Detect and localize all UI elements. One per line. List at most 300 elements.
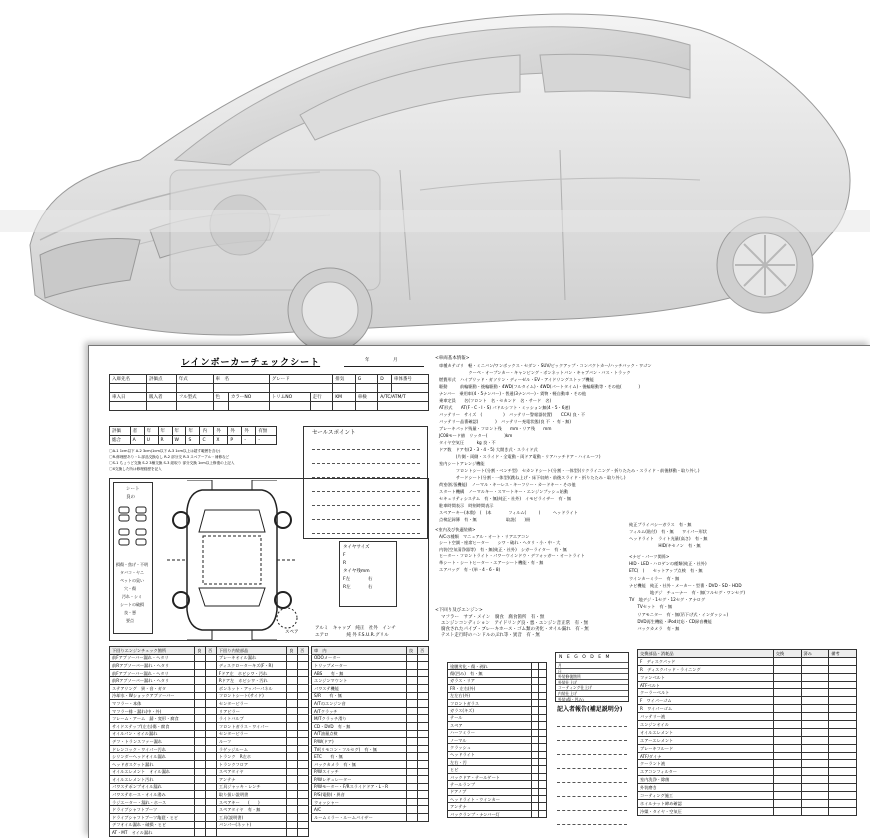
check-cell	[801, 744, 829, 752]
undercarriage-header: 良	[287, 647, 298, 655]
basic-info-line: タイヤ空気圧 kg 良・不	[439, 440, 496, 445]
check-cell	[298, 798, 309, 806]
check-cell	[287, 776, 298, 784]
check-cell	[287, 745, 298, 753]
exterior-grid	[447, 662, 547, 818]
header-cell: 評価点	[147, 375, 177, 384]
negodem-row: 外装仕上げ	[556, 679, 628, 685]
check-cell	[539, 796, 547, 803]
undercarriage-cell: スペアキー ( )	[216, 798, 286, 806]
table-row	[312, 669, 429, 677]
check-cell	[829, 760, 857, 768]
alloy-label: アルミ キャップ 純正 社外 インチ	[315, 626, 396, 631]
header-cell: カラーNO	[228, 393, 269, 402]
check-cell	[829, 657, 857, 665]
vehicle-header-table	[109, 374, 429, 411]
check-cell	[205, 814, 216, 822]
basic-info-line: 点検記録簿 有・無 取説( )冊	[439, 517, 531, 522]
check-cell	[417, 662, 428, 670]
check-cell	[531, 670, 539, 677]
parts-cell: バッテリー液	[638, 713, 774, 721]
check-cell	[773, 768, 801, 776]
negodem-row: 内装仕上げ	[556, 690, 628, 696]
check-cell	[195, 806, 206, 814]
undercarriage-cell: マフラー排・漏れ(中・外)	[110, 707, 195, 715]
grade-value: 総合	[110, 436, 131, 445]
basic-info-line: クーペ・オープンカー・キャンピング・ボンネットバン・キャブバン・バス・トラック	[439, 370, 631, 375]
check-cell	[205, 692, 216, 700]
check-cell	[406, 692, 417, 700]
dashed-line	[557, 726, 627, 727]
header-cell: 走行	[310, 393, 333, 402]
check-cell	[531, 677, 539, 684]
parts-cell: ATFベルト	[638, 681, 774, 689]
undercarriage-cell: センターピラー	[216, 730, 286, 738]
basic-info-line: バッテリー品番確認( ) バッテリー充電状態(良 不 ・ 有・無)	[439, 419, 571, 424]
check-cell	[287, 806, 298, 814]
check-cell	[195, 829, 206, 837]
table-row	[110, 692, 309, 700]
basic-info-line: 駐車時間表示 時刻時間表示	[439, 503, 494, 508]
check-cell	[829, 768, 857, 776]
check-cell	[298, 662, 309, 670]
parts-cell: クーラーベルト	[638, 689, 774, 697]
table-row	[110, 829, 309, 837]
check-cell	[829, 792, 857, 800]
table-row	[110, 776, 309, 784]
check-cell	[829, 705, 857, 713]
check-cell	[801, 760, 829, 768]
negodem-row: 外装修復箇所	[556, 673, 628, 679]
check-cell	[205, 738, 216, 746]
parts-cell: F ワイパーゴム	[638, 697, 774, 705]
navi-line: HID・LED・ハロゲンの種類(純正・社外)	[629, 561, 707, 567]
parts-grid	[637, 649, 857, 816]
table-row	[312, 814, 429, 822]
legend-item: ペットの臭い	[120, 578, 144, 583]
check-cell	[539, 685, 547, 692]
header-cell: 排気	[333, 375, 356, 384]
header-cell: 販入者	[147, 393, 177, 402]
check-cell	[298, 791, 309, 799]
basic-info-line: セキュリティシステム 有・無(純正・社外) イモビライザー 有・無	[439, 496, 572, 501]
check-cell	[195, 798, 206, 806]
parts-cell: R ワイパーゴム	[638, 705, 774, 713]
check-cell	[195, 760, 206, 768]
parts-cell: 室内洗浄・除菌	[638, 776, 774, 784]
undercarriage-cell: デフ・トランスファー漏れ	[110, 738, 195, 746]
check-cell	[406, 814, 417, 822]
table-row	[312, 700, 429, 708]
basic-info-line: 内装(空気清浄器等) 有・無(純正・社外) シガーライター 有・無	[439, 546, 567, 552]
legend-item: 穴・傷	[124, 586, 136, 591]
parts-cell: R ディスクパッド・ライニング	[638, 665, 774, 673]
undercarriage-cell: 工具ジャッキ・レンチ	[216, 783, 286, 791]
table-row	[110, 783, 309, 791]
parts-header: 備考	[829, 650, 857, 658]
undercarriage-header: 良	[195, 647, 206, 655]
parts-cell: エアーエレメント	[638, 736, 774, 744]
table-row	[110, 654, 309, 662]
check-cell	[417, 760, 428, 768]
header-cell: KM	[333, 393, 356, 402]
table-row	[312, 684, 429, 692]
table-row	[312, 798, 429, 806]
navi-line: フィルム(貼付) 有・無 ワイパー形状	[629, 529, 707, 534]
check-cell	[195, 814, 206, 822]
basic-info-line: 車種カテゴリ 軽・ミニバン/ワンボックス・セダン・SUV/ピックアップ・コンパクトカー/ハッチバック・ワゴン	[439, 363, 652, 368]
check-cell	[195, 707, 206, 715]
interior-header: 否	[417, 647, 428, 655]
undercarriage-cell: ドレンコック・ワイパー汚れ	[110, 745, 195, 753]
check-cell	[195, 821, 206, 829]
check-cell	[531, 751, 539, 758]
check-cell	[417, 798, 428, 806]
undercarriage-cell: リアピラー	[216, 707, 286, 715]
check-cell	[205, 776, 216, 784]
check-cell	[298, 692, 309, 700]
interior-cell: TV(リモコン・フルセグ) 有・無	[312, 745, 407, 753]
interior-cell: P/Wスイッチ	[312, 768, 407, 776]
check-cell	[417, 677, 428, 685]
grade-value: S	[186, 436, 200, 445]
check-cell	[531, 759, 539, 766]
check-cell	[829, 697, 857, 705]
check-cell	[801, 697, 829, 705]
check-cell	[205, 654, 216, 662]
check-cell	[287, 669, 298, 677]
negodem-row: 日	[556, 668, 628, 674]
check-cell	[205, 829, 216, 837]
exterior-cell: ハーフミラー	[448, 729, 532, 736]
table-row	[110, 745, 309, 753]
basic-info-line: 荷室(拡張機能) ノーマル・キーレス・キーフリー・カードキー・その他	[439, 482, 576, 487]
check-cell	[195, 753, 206, 761]
grade-label: 外	[242, 427, 256, 436]
parts-cell: ホイルナット締め確認	[638, 799, 774, 807]
check-cell	[829, 721, 857, 729]
exterior-cell: ヘッドライト・ウインカー	[448, 796, 532, 803]
check-cell	[829, 807, 857, 815]
check-cell	[287, 715, 298, 723]
check-cell	[531, 714, 539, 721]
basic-info-line: 乗車定員 名(フロント 名・セカンド 名・サード 名)	[439, 398, 552, 403]
check-cell	[195, 684, 206, 692]
check-cell	[417, 753, 428, 761]
check-cell	[205, 662, 216, 670]
check-cell	[417, 791, 428, 799]
header-cell: トリムNO	[269, 393, 310, 402]
check-cell	[531, 699, 539, 706]
check-cell	[539, 722, 547, 729]
legend-item: 良・悪	[124, 610, 136, 615]
header-cell: グレード	[269, 375, 332, 384]
basic-info-line: AT形式 AT(F・C・I・S) パドルシフト・ミッション無(4・5・6速)	[439, 405, 571, 410]
check-cell	[539, 699, 547, 706]
check-cell	[539, 736, 547, 743]
table-row	[312, 738, 429, 746]
check-cell	[406, 745, 417, 753]
table-row	[312, 776, 429, 784]
interior-cell: A/C	[312, 806, 407, 814]
undercarriage-cell: 取り扱い説明書	[216, 791, 286, 799]
navi-line: ETC( ) セットアップ点検 有・無	[629, 568, 703, 574]
basic-info-line: フロントシート(分割・ベンチ型) セカンドシート(分割・一体型)(リクライニング・折りたたみ・スライド・前後移動・取り外し)	[439, 468, 700, 473]
grade-label: 外	[228, 427, 242, 436]
check-cell	[801, 673, 829, 681]
check-cell	[773, 665, 801, 673]
table-row	[110, 684, 309, 692]
tire-label: タイヤ残mm	[343, 569, 370, 574]
dashed-line	[312, 463, 420, 464]
basic-info-line: 革シート・シートヒーター・エアーシート機能・有・無	[439, 560, 544, 565]
tire-label: タイヤサイズ	[343, 545, 370, 550]
check-cell	[205, 677, 216, 685]
check-cell	[287, 654, 298, 662]
basic-info-line: スペアーキー(本数) ( )本 フィルム( ) ヘッドライト	[439, 510, 578, 515]
check-cell	[298, 684, 309, 692]
check-cell	[829, 689, 857, 697]
basic-info-line: サードシート(分割・一体型)(跳ね上げ・床下収納・前後スライド・折りたたみ・取り外し)	[439, 475, 626, 480]
check-cell	[801, 792, 829, 800]
tire-label: F	[343, 553, 346, 558]
basic-info-line: スタート機構 ノーマルキー・スマートキー・エンジンプッシュ始動	[439, 489, 569, 494]
undercarriage-cell: 前Rアブソーバー漏れ・ヘタリ	[110, 677, 195, 685]
check-cell	[195, 791, 206, 799]
grade-value: R	[158, 436, 172, 445]
basic-info-line: シート空調・座席ヒーター シワ・破れ・ヘタリ・小・中・大	[439, 540, 561, 546]
interior-grid	[311, 646, 429, 822]
table-row	[312, 753, 429, 761]
legend-sub: 良の	[126, 495, 135, 500]
table-row	[312, 760, 429, 768]
undercarriage-cell: ディスクローターキズ(F・R)	[216, 662, 286, 670]
basic-info-line: ヒーター・フロントライト・パワーウインドウ・デフォッガー・オートライト	[439, 553, 585, 559]
undercarriage-cell: 工具(説明書)	[216, 814, 286, 822]
exterior-cell: 塗膜劣化・傷・剥れ	[448, 663, 532, 670]
table-row	[312, 791, 429, 799]
navi-line: DVD再生機能・iPod対応・CD録音機能	[629, 618, 712, 624]
grade-label: 内	[200, 427, 214, 436]
undercarriage-cell: センターピラー	[216, 700, 286, 708]
parts-cell: エアコンフィルター	[638, 768, 774, 776]
header-cell: 車体番号	[391, 375, 428, 384]
check-cell	[539, 773, 547, 780]
parts-cell: オイルエレメント	[638, 728, 774, 736]
basic-info-line: <室内及び快適装備>	[435, 527, 476, 532]
dashed-line	[557, 824, 627, 825]
check-cell	[417, 814, 428, 822]
grade-note: 〇X交換した所は修理経歴を記入	[109, 467, 162, 471]
check-cell	[801, 681, 829, 689]
interior-cell: ABS 有・無	[312, 669, 407, 677]
check-cell	[406, 715, 417, 723]
basic-info-heading: <車両基本情報>	[435, 356, 470, 361]
check-cell	[406, 776, 417, 784]
interior-cell: P/Wモーター・F/Rスライドドア・L・R	[312, 783, 407, 791]
parts-replacement-table	[637, 649, 857, 816]
check-cell	[298, 715, 309, 723]
check-cell	[406, 700, 417, 708]
dashed-line	[557, 796, 627, 797]
table-row	[110, 662, 309, 670]
interior-cell: P/Wレギュレーター	[312, 776, 407, 784]
navi-line: TVセット 有・無	[629, 604, 673, 610]
check-cell	[195, 783, 206, 791]
check-cell	[298, 814, 309, 822]
check-cell	[205, 684, 216, 692]
undercarriage-cell: パワステホース・オイル滲み	[110, 791, 195, 799]
spare-tire-icon	[275, 606, 299, 630]
undercarriage-header: 否	[205, 647, 216, 655]
check-cell	[406, 753, 417, 761]
check-cell	[539, 744, 547, 751]
parts-header: 交換部品・消耗品	[638, 650, 774, 658]
check-cell	[298, 700, 309, 708]
grade-value: U	[144, 436, 158, 445]
check-cell	[298, 829, 309, 837]
check-cell	[417, 783, 428, 791]
check-cell	[531, 736, 539, 743]
table-row	[110, 722, 309, 730]
basic-info-line: 駆動 前輪駆動・後輪駆動・4WD(フルタイム)・4WD(パートタイム)・後輪駆動等・その他( )	[439, 384, 641, 389]
legend-item: 要点	[126, 618, 134, 623]
header-cell: G	[355, 375, 378, 384]
check-cell	[417, 669, 428, 677]
memo-title: 記入者報告(補足説明分)	[557, 706, 623, 713]
check-cell	[205, 768, 216, 776]
check-cell	[829, 799, 857, 807]
check-cell	[287, 700, 298, 708]
parts-header: 交換	[773, 650, 801, 658]
check-cell	[298, 776, 309, 784]
grade-label: 年	[172, 427, 186, 436]
sheet-title: レインボーカーチェックシート	[181, 358, 321, 368]
navi-line: TV 地デジ・1セグ・12セグ・アナログ	[629, 597, 706, 603]
check-cell	[287, 768, 298, 776]
check-cell	[417, 806, 428, 814]
grade-note: 〇S-1 ちょうど交換 S-2 3種交換 S-3 総取り 部分交換 1cm以上修復の上記入	[109, 461, 235, 465]
check-cell	[417, 730, 428, 738]
parts-cell: コーティング施工	[638, 792, 774, 800]
table-row	[312, 715, 429, 723]
undercarriage-cell: ドライブシャフトブーツ亀裂・ヒビ	[110, 814, 195, 822]
interior-cell: バックカメラ 有・無	[312, 760, 407, 768]
check-cell	[801, 752, 829, 760]
check-cell	[531, 788, 539, 795]
undercarriage-cell: ラジエーター・漏れ・ホース	[110, 798, 195, 806]
undercarriage-cell: 前Fアブソーバー漏れ・ヘタリ	[110, 669, 195, 677]
check-cell	[287, 814, 298, 822]
check-cell	[287, 692, 298, 700]
basic-info-line: JC08モード値 リッター( )km	[439, 433, 513, 438]
engine-heading: <下回り及びエンジン>	[435, 608, 483, 613]
check-cell	[531, 663, 539, 670]
check-cell	[829, 713, 857, 721]
table-row	[110, 730, 309, 738]
grade-label: 年	[144, 427, 158, 436]
check-cell	[298, 768, 309, 776]
grade-value: -	[256, 436, 277, 445]
parts-cell: 冷媒・タイヤ・空気圧	[638, 807, 774, 815]
undercarriage-cell: トランクフロア	[216, 760, 286, 768]
undercarriage-header: 否	[298, 647, 309, 655]
table-row	[110, 738, 309, 746]
undercarriage-cell: オイルエレメント汚れ	[110, 776, 195, 784]
basic-info-line: (片側・両側・スライド・全電動・両ドア電動・リアハッチドア・ハイルーフ)	[439, 454, 601, 459]
grade-table	[109, 426, 277, 445]
check-cell	[773, 697, 801, 705]
check-cell	[773, 657, 801, 665]
dashed-line	[557, 754, 627, 755]
check-cell	[801, 807, 829, 815]
exterior-cell: ノーマル	[448, 736, 532, 743]
check-cell	[287, 821, 298, 829]
exterior-cell: テール	[448, 714, 532, 721]
table-row	[110, 791, 309, 799]
table-row	[312, 768, 429, 776]
undercarriage-cell: オイルパン・オイル漏れ	[110, 730, 195, 738]
negodem-box	[555, 652, 629, 702]
date-year: 年	[365, 358, 370, 363]
undercarriage-cell: サイドステップ(左右)傷・腐食	[110, 722, 195, 730]
grade-label: 者	[130, 427, 144, 436]
check-cell	[531, 773, 539, 780]
check-cell	[539, 729, 547, 736]
table-row	[312, 692, 429, 700]
interior-cell: P/W(ドア)	[312, 738, 407, 746]
table-row	[110, 707, 309, 715]
navi-line: リアモニター 有・無(吊下げ式・インダッシュ)	[629, 611, 729, 617]
check-cell	[417, 692, 428, 700]
check-cell	[287, 707, 298, 715]
check-cell	[406, 798, 417, 806]
check-cell	[801, 665, 829, 673]
check-cell	[829, 744, 857, 752]
check-cell	[539, 788, 547, 795]
tire-label: F左	[343, 577, 351, 582]
engine-line: 腐食されたパイプ・ブレーキホース・ゴム類の劣化・オイル漏れ 有・無	[441, 627, 589, 632]
check-cell	[205, 783, 216, 791]
undercarriage-cell: オイルエレメント オイル漏れ	[110, 768, 195, 776]
check-cell	[773, 705, 801, 713]
parts-cell: エンジンオイル	[638, 721, 774, 729]
undercarriage-cell: バンパー(ネット)	[216, 821, 286, 829]
check-cell	[417, 722, 428, 730]
interior-cell: A/Tクラッチ	[312, 707, 407, 715]
seat-icons	[118, 505, 150, 549]
check-cell	[287, 829, 298, 837]
sales-points-title: セールスポイント	[312, 430, 356, 436]
check-cell	[205, 806, 216, 814]
check-cell	[539, 707, 547, 714]
interior-table	[311, 646, 429, 822]
undercarriage-cell: パワステポンプオイル漏れ	[110, 783, 195, 791]
header-cell: 年式	[176, 375, 213, 384]
check-cell	[195, 715, 206, 723]
check-cell	[406, 707, 417, 715]
exterior-cell: スペア	[448, 722, 532, 729]
check-cell	[773, 713, 801, 721]
check-cell	[801, 784, 829, 792]
check-cell	[417, 738, 428, 746]
undercarriage-cell: AT・MT オイル漏れ	[110, 829, 195, 837]
exterior-cell: ドアノブ	[448, 788, 532, 795]
undercarriage-cell: Rドア左 ホビシワ・汚れ	[216, 677, 286, 685]
basic-info-line: ナンバー 乗用車(4・5ナンバー)・普通(3ナンバー)・貨物・軽自動車・その他	[439, 391, 587, 396]
exterior-cell: アンテナ	[448, 803, 532, 810]
check-cell	[773, 776, 801, 784]
